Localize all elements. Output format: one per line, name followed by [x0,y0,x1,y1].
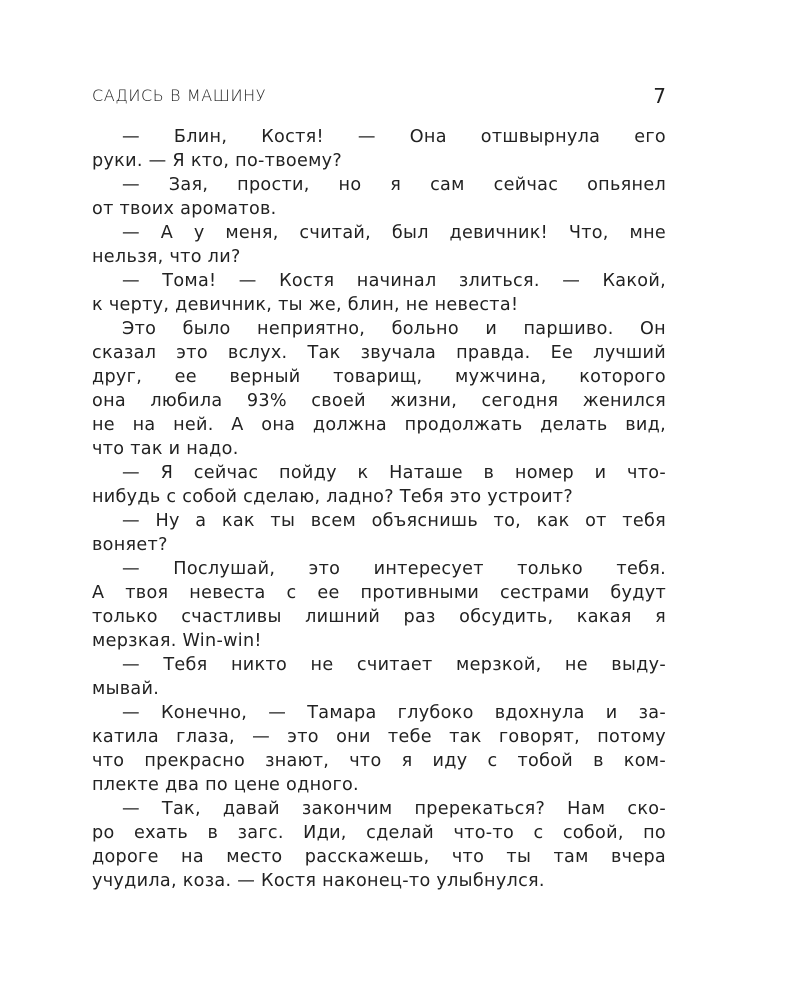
text-line: руки. — Я кто, по-твоему? [92,151,342,171]
text-line: — Так, давай закончим пререкаться? Нам ско- [122,799,666,819]
text-line: катила глаза, — это они тебе так говорят, потому [92,727,666,747]
text-line: — Зая, прости, но я сам сейчас опьянел [122,175,666,195]
text-line: — Тебя никто не считает мерзкой, не выду- [122,655,666,675]
text-line: — Ну а как ты всем объяснишь то, как от тебя [122,511,666,531]
text-line: только счастливы лишний раз обсудить, какая я [92,607,666,627]
text-line: друг, ее верный товарищ, мужчина, которого [92,367,666,387]
text-line: что так и надо. [92,439,239,459]
book-title: САДИСЬ В МАШИНУ [92,86,267,105]
text-line: от твоих ароматов. [92,199,277,219]
text-line: мерзкая. Win-win! [92,631,262,651]
text-line: сказал это вслух. Так звучала правда. Ее лучший [92,343,666,363]
text-line: — Конечно, — Тамара глубоко вдохнула и за- [122,703,666,723]
running-head [92,84,666,110]
text-line: мывай. [92,679,160,699]
text-line: она любила 93% своей жизни, сегодня женился [92,391,666,411]
text-line: ро ехать в загс. Иди, сделай что-то с собой, по [92,823,666,843]
text-line: учудила, коза. — Костя наконец-то улыбнулся. [92,871,545,891]
text-line: плекте два по цене одного. [92,775,359,795]
text-line: не на ней. А она должна продолжать делать вид, [92,415,666,435]
text-line: — Тома! — Костя начинал злиться. — Какой, [122,271,666,291]
text-line: — Послушай, это интересует только тебя. [122,559,666,579]
text-line: нельзя, что ли? [92,247,241,267]
text-line: — А у меня, считай, был девичник! Что, мне [122,223,666,243]
text-line: — Блин, Костя! — Она отшвырнула его [122,127,666,147]
text-line: — Я сейчас пойду к Наташе в номер и что- [122,463,666,483]
text-line: к черту, девичник, ты же, блин, не невеста! [92,295,519,315]
text-line: Это было неприятно, больно и паршиво. Он [122,319,666,339]
body-text [92,125,666,893]
page-number: 7 [653,84,666,108]
text-line: А твоя невеста с ее противными сестрами будут [92,583,666,603]
text-line: воняет? [92,535,168,555]
text-line: дороге на место расскажешь, что ты там вчера [92,847,666,867]
text-line: что прекрасно знают, что я иду с тобой в ком- [92,751,666,771]
text-line: нибудь с собой сделаю, ладно? Тебя это устроит? [92,487,573,507]
